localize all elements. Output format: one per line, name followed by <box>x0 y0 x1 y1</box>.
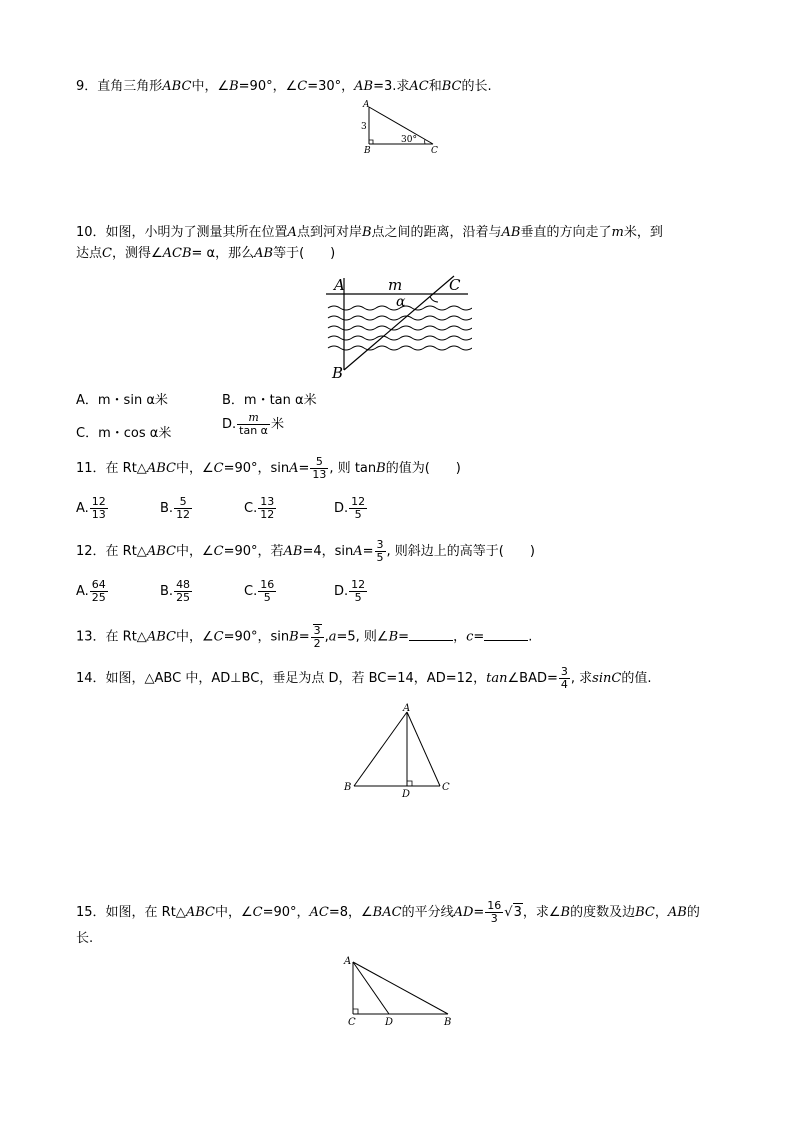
q10-text-line1: 10．如图，小明为了测量其所在位置A点到河对岸B点之间的距离，沿着与AB垂直的方向走了m米，到 <box>76 225 663 240</box>
q12-option-b[interactable]: B. $\frac{48}{25}$ <box>160 578 191 604</box>
q15-label-d: D <box>385 1017 394 1028</box>
q14-text: 14．如图，△ABC 中，AD⊥BC，垂足为点 D，若 BC=14，AD=12，tan∠BAD= $\frac{3}{4}$ , 求sinC的值. <box>76 665 652 691</box>
q10-option-c[interactable]: C．m・cos α米 <box>76 426 172 441</box>
q14-label-d: D <box>402 789 411 800</box>
q10-option-a[interactable]: A．m・sin α米 <box>76 393 168 408</box>
q13-blank-c[interactable] <box>484 628 528 641</box>
q15-text-line1: 15．如图，在 Rt△ABC中，∠C=90°，AC=8，∠BAC的平分线AD= $\frac{16}{3}$ √3，求∠B的度数及边BC，AB的 <box>76 899 700 925</box>
q12-option-a[interactable]: A. $\frac{64}{25}$ <box>76 578 106 604</box>
q9-label-c: C <box>431 146 438 156</box>
q9-text: 9．直角三角形ABC中，∠B=90°，∠C=30°，AB=3.求AC和BC的长. <box>76 79 492 94</box>
q10-river-figure <box>322 270 472 382</box>
q15-label-b: B <box>444 1017 452 1028</box>
q14-label-b: B <box>344 782 352 793</box>
q10-label-b: B <box>332 364 344 382</box>
q12-text: 12．在 Rt△ABC中，∠C=90°，若AB=4，sinA= $\frac{3}{5}$ , 则斜边上的高等于( ) <box>76 538 535 564</box>
q15-label-a: A <box>344 956 352 967</box>
q13-text: 13．在 Rt△ABC中，∠C=90°，sinB= $\frac{3}{2}$ ,a=5, 则∠B= ，c= . <box>76 624 533 650</box>
q14-label-c: C <box>442 782 450 793</box>
q13-blank-angle[interactable] <box>409 628 453 641</box>
q11-option-b[interactable]: B. $\frac{5}{12}$ <box>160 495 191 521</box>
q12-option-d[interactable]: D. $\frac{12}{5}$ <box>334 578 366 604</box>
q11-text: 11．在 Rt△ABC中，∠C=90°，sinA= $\frac{5}{13}$ , 则 tanB的值为( ) <box>76 455 461 481</box>
q12-option-c[interactable]: C. $\frac{16}{5}$ <box>244 578 275 604</box>
q10-text-line2: 达点C，测得∠ACB= α，那么AB等于( ) <box>76 246 336 261</box>
q9-label-a: A <box>363 100 370 110</box>
q10-label-a: A <box>334 276 345 294</box>
q9-angle-label: 30° <box>401 135 417 145</box>
q10-label-c: C <box>449 276 461 294</box>
q14-triangle-figure <box>340 702 456 800</box>
q15-text-line2: 长. <box>76 931 94 946</box>
q9-triangle-figure <box>355 98 445 158</box>
q10-option-b[interactable]: B．m・tan α米 <box>222 393 317 408</box>
q14-label-a: A <box>403 703 411 714</box>
q11-option-a[interactable]: A. $\frac{12}{13}$ <box>76 495 106 521</box>
q10-label-alpha: α <box>396 294 406 310</box>
q9-label-b: B <box>364 146 371 156</box>
q9-side-label: 3 <box>361 122 367 132</box>
q10-label-m: m <box>388 276 403 294</box>
q11-option-c[interactable]: C. $\frac{13}{12}$ <box>244 495 275 521</box>
q10-option-d[interactable]: D. $\frac{m}{\text{tan α}}$ 米 <box>222 411 284 437</box>
q15-label-c: C <box>348 1017 356 1028</box>
q15-triangle-figure <box>340 952 460 1030</box>
q11-option-d[interactable]: D. $\frac{12}{5}$ <box>334 495 366 521</box>
